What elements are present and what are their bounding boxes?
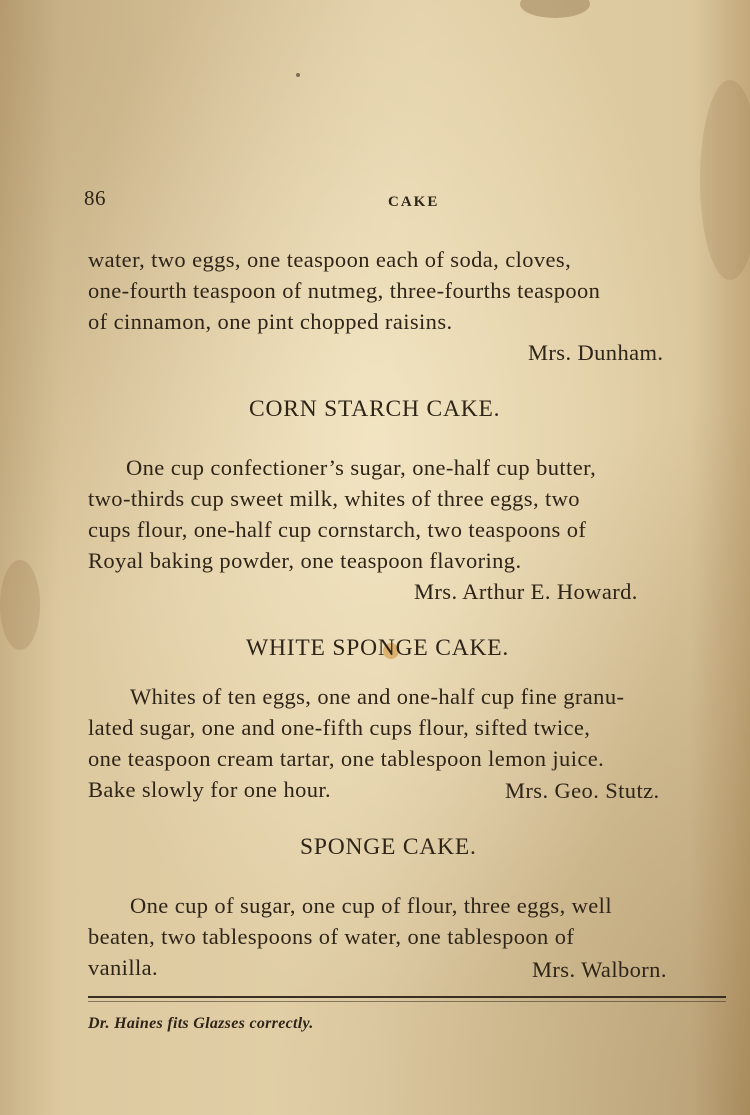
paper-speck (296, 73, 300, 77)
recipe-signature: Mrs. Dunham. (528, 340, 664, 365)
divider-rule (88, 1001, 726, 1002)
recipe-signature: Mrs. Geo. Stutz. (505, 778, 660, 803)
running-head: CAKE (388, 194, 440, 210)
text-line: Royal baking powder, one teaspoon flavoring. (88, 548, 522, 573)
recipe-title: CORN STARCH CAKE. (249, 396, 501, 422)
text-line: cups flour, one-half cup cornstarch, two teaspoons of (88, 517, 587, 542)
text-line: vanilla. (88, 955, 159, 980)
text-line: One cup of sugar, one cup of flour, three eggs, well (130, 893, 612, 918)
text-line: two-thirds cup sweet milk, whites of three eggs, two (88, 486, 580, 511)
text-line: One cup confectioner’s sugar, one-half cup butter, (126, 455, 597, 480)
recipe-title: WHITE SPONGE CAKE. (246, 635, 510, 661)
paper-stain (520, 0, 590, 18)
text-line: Whites of ten eggs, one and one-half cup fine granu- (130, 684, 625, 709)
text-line: of cinnamon, one pint chopped raisins. (88, 309, 453, 334)
divider-rule (88, 996, 726, 998)
recipe-signature: Mrs. Arthur E. Howard. (414, 579, 638, 604)
recipe-signature: Mrs. Walborn. (532, 957, 667, 982)
paper-stain (0, 560, 40, 650)
text-line: Bake slowly for one hour. (88, 777, 332, 802)
text-line: one teaspoon cream tartar, one tablespoon lemon juice. (88, 746, 605, 771)
text-line: lated sugar, one and one-fifth cups flour, sifted twice, (88, 715, 591, 740)
text-line: water, two eggs, one teaspoon each of soda, cloves, (88, 247, 572, 272)
footer-advertisement: Dr. Haines fits Glazses correctly. (88, 1015, 314, 1032)
text-line: one-fourth teaspoon of nutmeg, three-fourths teaspoon (88, 278, 601, 303)
text-line: beaten, two tablespoons of water, one tablespoon of (88, 924, 575, 949)
page-number: 86 (84, 186, 106, 210)
recipe-title: SPONGE CAKE. (300, 834, 477, 860)
paper-stain (700, 80, 750, 280)
